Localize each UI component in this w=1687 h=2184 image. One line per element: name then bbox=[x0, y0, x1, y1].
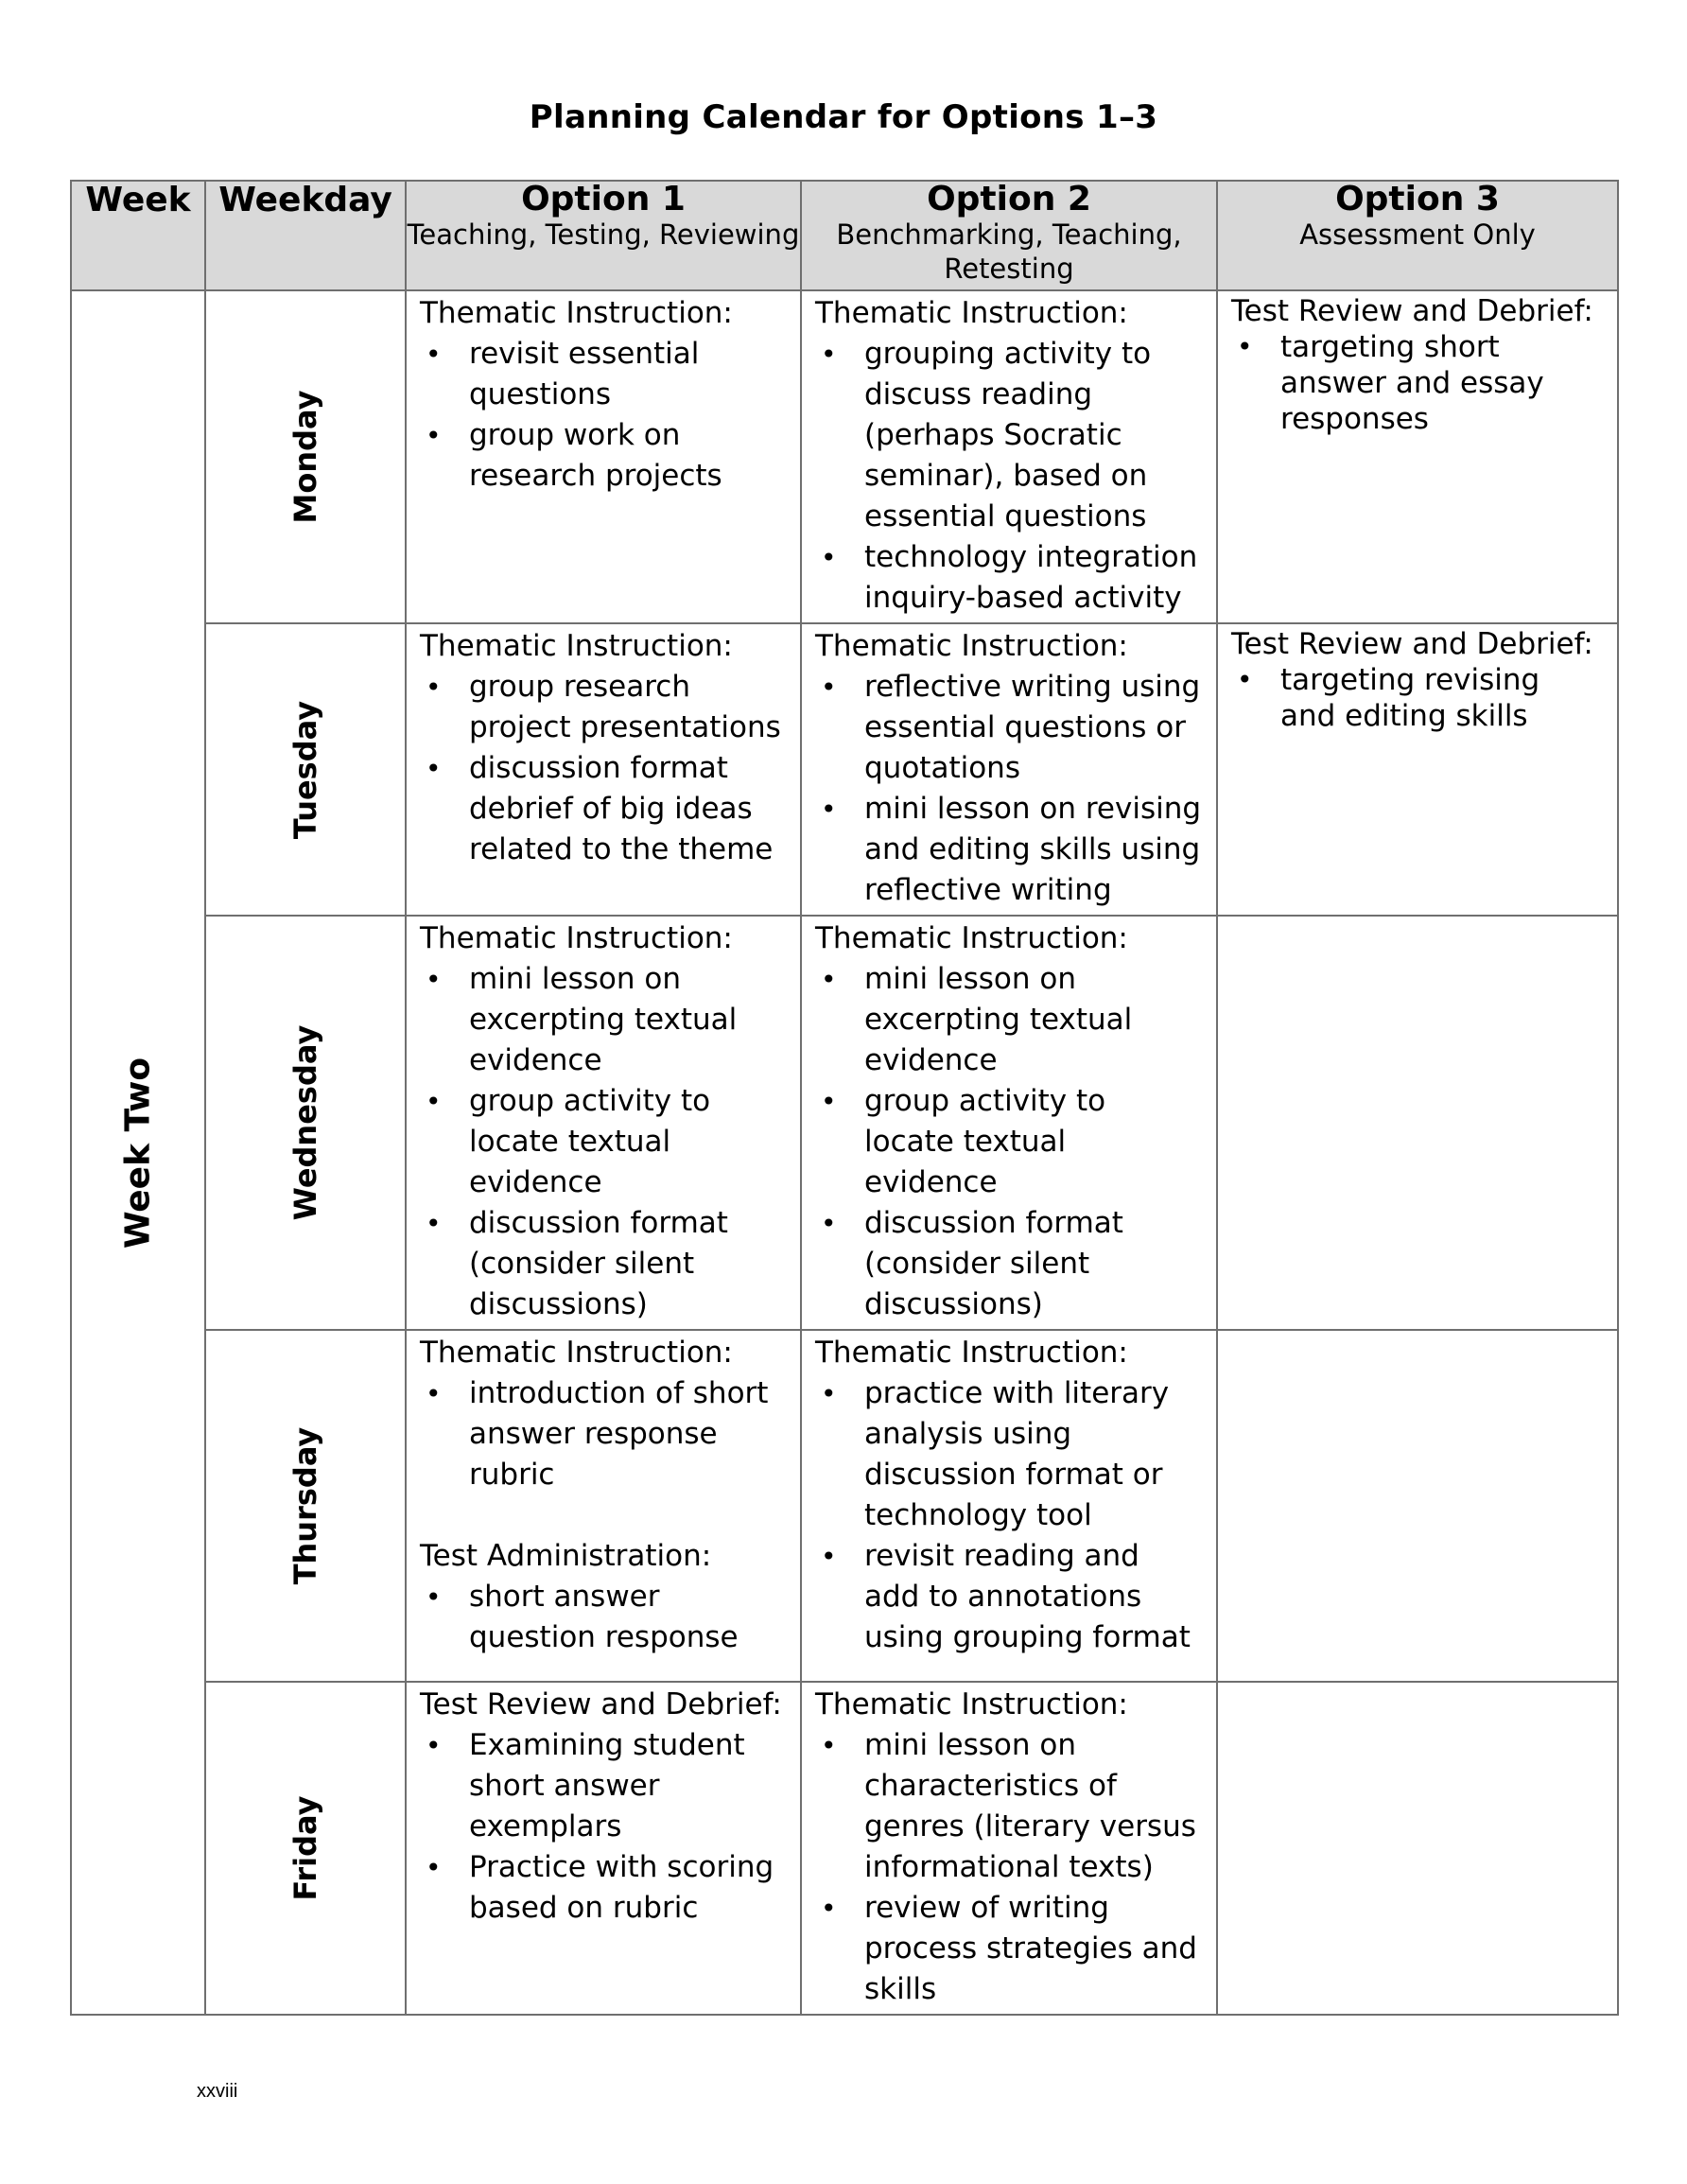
list-item: • discussion format debrief of big ideas related to the theme bbox=[420, 748, 787, 870]
option-3-cell bbox=[1217, 623, 1618, 916]
option-1-cell bbox=[406, 1330, 801, 1682]
table-row bbox=[71, 916, 1618, 1330]
cell-heading: Thematic Instruction: bbox=[420, 1336, 733, 1370]
list-item: • Practice with scoring based on rubric bbox=[420, 1847, 787, 1929]
cell-heading: Thematic Instruction: bbox=[815, 921, 1128, 955]
planning-calendar-table bbox=[70, 180, 1619, 2016]
option-1-subtitle: Teaching, Testing, Reviewing bbox=[407, 218, 800, 251]
list-item: • discussion format (consider silent discussions) bbox=[815, 1203, 1203, 1325]
weekday-cell bbox=[205, 916, 406, 1330]
week-cell bbox=[71, 290, 205, 2015]
page-title: Planning Calendar for Options 1–3 bbox=[529, 98, 1158, 136]
list-item: • mini lesson on excerpting textual evidence bbox=[420, 959, 787, 1081]
option-3-subtitle: Assessment Only bbox=[1299, 218, 1536, 251]
option-1-title: Option 1 bbox=[521, 180, 686, 218]
header-weekday: Weekday bbox=[205, 181, 406, 290]
list-item: • group activity to locate textual evidence bbox=[815, 1081, 1203, 1203]
list-item: • revisit essential questions bbox=[420, 334, 787, 415]
header-option-3 bbox=[1217, 181, 1618, 290]
list-item: • reflective writing using essential questions or quotations bbox=[815, 667, 1203, 789]
cell-heading: Test Review and Debrief: bbox=[420, 1687, 782, 1721]
list-item: • technology integration inquiry-based activity bbox=[815, 537, 1203, 619]
cell-heading: Thematic Instruction: bbox=[420, 296, 733, 330]
list-item: • Examining student short answer exemplars bbox=[420, 1725, 787, 1847]
option-2-cell bbox=[801, 916, 1217, 1330]
page-number: xxviii bbox=[197, 2081, 238, 2102]
list-item: • review of writing process strategies and skills bbox=[815, 1888, 1203, 2010]
list-item: • discussion format (consider silent discussions) bbox=[420, 1203, 787, 1325]
list-item: • mini lesson on characteristics of genres (literary versus informational texts) bbox=[815, 1725, 1203, 1888]
list-item: • short answer question response bbox=[420, 1577, 787, 1658]
table-row bbox=[71, 290, 1618, 623]
option-1-cell bbox=[406, 290, 801, 623]
cell-heading: Thematic Instruction: bbox=[420, 921, 733, 955]
option-1-cell bbox=[406, 1682, 801, 2015]
option-2-cell bbox=[801, 1330, 1217, 1682]
option-3-cell bbox=[1217, 916, 1618, 1330]
table-row bbox=[71, 1330, 1618, 1682]
weekday-cell bbox=[205, 1330, 406, 1682]
list-item: • group work on research projects bbox=[420, 415, 787, 497]
table-row bbox=[71, 623, 1618, 916]
option-2-subtitle: Benchmarking, Teaching, Retesting bbox=[836, 218, 1182, 285]
weekday-cell bbox=[205, 290, 406, 623]
cell-heading: Thematic Instruction: bbox=[815, 296, 1128, 330]
weekday-cell bbox=[205, 623, 406, 916]
cell-heading: Test Administration: bbox=[420, 1539, 712, 1573]
list-item: • introduction of short answer response rubric bbox=[420, 1373, 787, 1495]
list-item: • mini lesson on excerpting textual evidence bbox=[815, 959, 1203, 1081]
weekday-label: Monday bbox=[287, 390, 323, 524]
list-item: • practice with literary analysis using discussion format or technology tool bbox=[815, 1373, 1203, 1536]
option-2-cell bbox=[801, 1682, 1217, 2015]
weekday-label: Friday bbox=[287, 1795, 323, 1901]
option-1-cell bbox=[406, 623, 801, 916]
header-option-1 bbox=[406, 181, 801, 290]
weekday-cell bbox=[205, 1682, 406, 2015]
option-3-cell bbox=[1217, 1682, 1618, 2015]
option-2-cell bbox=[801, 290, 1217, 623]
list-item: • targeting revising and editing skills bbox=[1231, 662, 1604, 734]
option-2-title: Option 2 bbox=[927, 180, 1091, 218]
option-3-title: Option 3 bbox=[1335, 180, 1500, 218]
list-item: • group research project presentations bbox=[420, 667, 787, 748]
header-option-2 bbox=[801, 181, 1217, 290]
header-week: Week bbox=[71, 181, 205, 290]
header-row bbox=[71, 181, 1618, 290]
weekday-label: Thursday bbox=[287, 1426, 323, 1585]
list-item: • grouping activity to discuss reading (perhaps Socratic seminar), based on essential questions bbox=[815, 334, 1203, 537]
table-row bbox=[71, 1682, 1618, 2015]
cell-heading: Thematic Instruction: bbox=[815, 629, 1128, 663]
weekday-label: Wednesday bbox=[287, 1024, 323, 1221]
cell-heading: Thematic Instruction: bbox=[420, 629, 733, 663]
option-3-cell bbox=[1217, 1330, 1618, 1682]
option-3-cell bbox=[1217, 290, 1618, 623]
cell-heading: Test Review and Debrief: bbox=[1231, 627, 1593, 661]
weekday-label: Tuesday bbox=[287, 700, 323, 839]
cell-heading: Test Review and Debrief: bbox=[1231, 294, 1593, 328]
list-item: • mini lesson on revising and editing skills using reflective writing bbox=[815, 789, 1203, 911]
cell-heading: Thematic Instruction: bbox=[815, 1336, 1128, 1370]
list-item: • targeting short answer and essay responses bbox=[1231, 329, 1604, 437]
option-1-cell bbox=[406, 916, 801, 1330]
list-item: • revisit reading and add to annotations using grouping format bbox=[815, 1536, 1203, 1658]
option-2-cell bbox=[801, 623, 1217, 916]
list-item: • group activity to locate textual evidence bbox=[420, 1081, 787, 1203]
cell-heading: Thematic Instruction: bbox=[815, 1687, 1128, 1721]
week-label: Week Two bbox=[118, 1057, 158, 1249]
